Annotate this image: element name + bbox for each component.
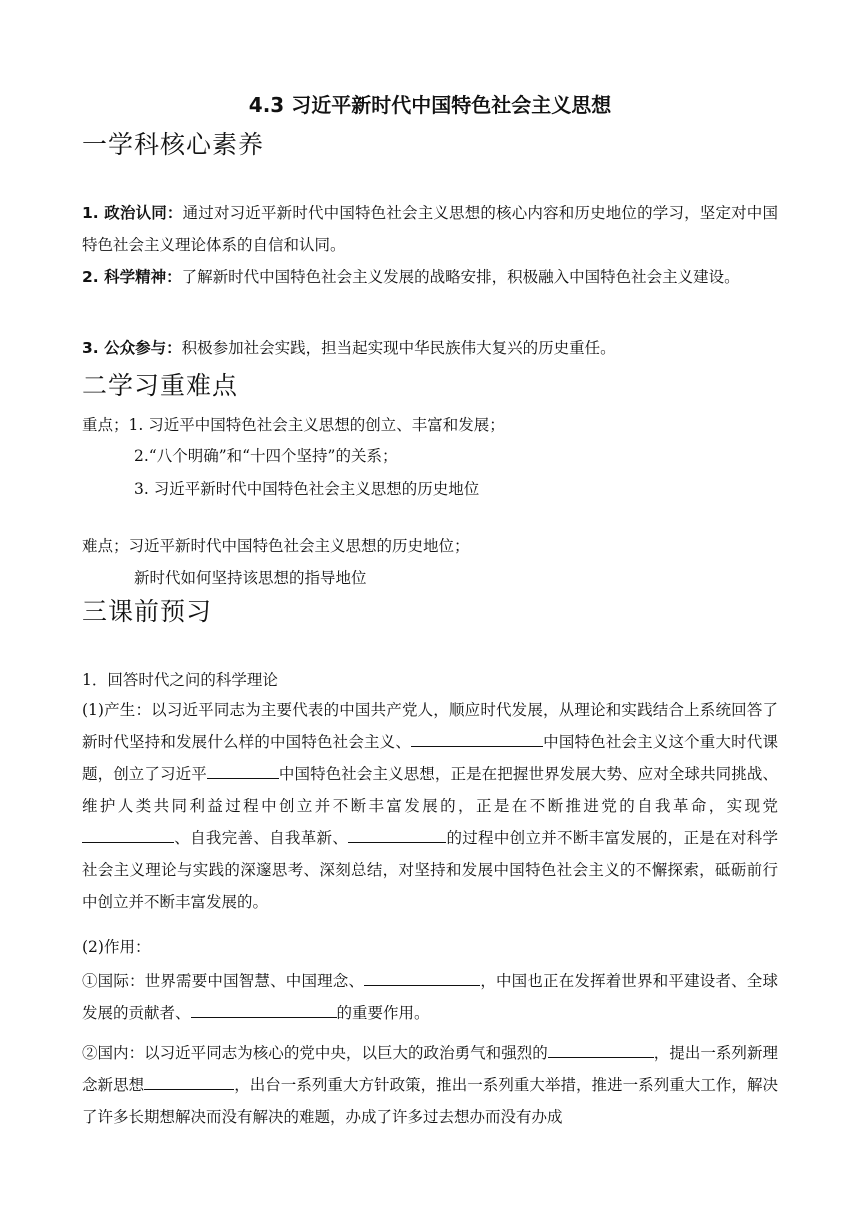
- fill-blank[interactable]: [548, 1041, 654, 1058]
- fill-blank[interactable]: [191, 1001, 337, 1018]
- difficult-point-2: 新时代如何坚持该思想的指导地位: [134, 569, 367, 587]
- difficult-point-1: [82, 535, 470, 557]
- section-heading-key-points: 二学习重难点: [82, 371, 239, 400]
- key-point-3: 3. 习近平新时代中国特色社会主义思想的历史地位: [134, 480, 480, 498]
- origin-text: (1)产生：以习近平同志为主要代表的中国共产党人，顺应时代发展，从理论和实践结合上系统回答了新时代坚持和发展什么样的中国特色社会主义、: [82, 701, 778, 751]
- origin-text: 中国特色社会主义这个重大时代课题，创立了习近平: [82, 733, 778, 783]
- international-text: ①国际：世界需要中国智慧、中国理念、: [82, 972, 365, 990]
- key-point-2: 2.“八个明确”和“十四个坚持”的关系；: [134, 447, 398, 465]
- domestic-text: ，提出一系列新理念新思想: [82, 1044, 778, 1094]
- fill-blank[interactable]: [411, 730, 543, 747]
- section-heading-core-literacy: 一学科核心素养: [82, 130, 265, 159]
- literacy-text: 积极参加社会实践，担当起实现中华民族伟大复兴的历史重任。: [181, 339, 616, 357]
- domestic-paragraph: [82, 1037, 778, 1133]
- literacy-item-political: [82, 197, 778, 261]
- key-label: 重点；: [82, 416, 129, 434]
- key-point-1: [82, 414, 505, 436]
- key-point-text: 1. 习近平中国特色社会主义思想的创立、丰富和发展；: [128, 416, 505, 434]
- section-heading-preview: 三课前预习: [82, 597, 213, 626]
- literacy-text: 了解新时代中国特色社会主义发展的战略安排，积极融入中国特色社会主义建设。: [181, 268, 740, 286]
- origin-paragraph: [82, 694, 778, 918]
- literacy-item-science: [82, 261, 778, 293]
- origin-text: 中国特色社会主义思想，正是在把握世界发展大势、应对全球共同挑战、维护人类共同利益过程中创立并不断丰富发展的，正是在不断推进党的自我革命，实现党: [82, 765, 778, 815]
- fill-blank[interactable]: [82, 826, 174, 843]
- domestic-text: ②国内：以习近平同志为核心的党中央，以巨大的政治勇气和强烈的: [82, 1044, 548, 1062]
- international-paragraph: [82, 965, 778, 1029]
- literacy-label: 3. 公众参与：: [82, 339, 182, 357]
- role-label: (2)作用：: [82, 938, 151, 956]
- difficult-label: 难点；: [82, 537, 129, 555]
- fill-blank[interactable]: [144, 1073, 234, 1090]
- international-text: 的重要作用。: [336, 1004, 430, 1022]
- document-title: 4.3 习近平新时代中国特色社会主义思想: [248, 93, 612, 117]
- literacy-label: 2. 科学精神：: [82, 268, 182, 286]
- literacy-item-participation: [82, 332, 778, 364]
- fill-blank[interactable]: [207, 762, 279, 779]
- question-1-title: 1．回答时代之问的科学理论: [82, 671, 278, 689]
- fill-blank[interactable]: [364, 969, 480, 986]
- difficult-point-text: 习近平新时代中国特色社会主义思想的历史地位；: [128, 537, 470, 555]
- origin-text: 、自我完善、自我革新、: [174, 829, 349, 847]
- literacy-text: 通过对习近平新时代中国特色社会主义思想的核心内容和历史地位的学习，坚定对中国特色社会主义理论体系的自信和认同。: [82, 204, 778, 254]
- fill-blank[interactable]: [348, 826, 446, 843]
- origin-text: 的过程中创立并不断丰富发展的，正是在对科学社会主义理论与实践的深邃思考、深刻总结，对坚持和发展中国特色社会主义的不懈探索，砥砺前行中创立并不断丰富发展的。: [82, 829, 778, 911]
- domestic-text: ，出台一系列重大方针政策，推出一系列重大举措，推进一系列重大工作，解决了许多长期想解决而没有解决的难题，办成了许多过去想办而没有办成: [82, 1076, 778, 1126]
- literacy-label: 1. 政治认同：: [82, 204, 183, 222]
- international-text: ，中国也正在发挥着世界和平建设者、全球发展的贡献者、: [82, 972, 778, 1022]
